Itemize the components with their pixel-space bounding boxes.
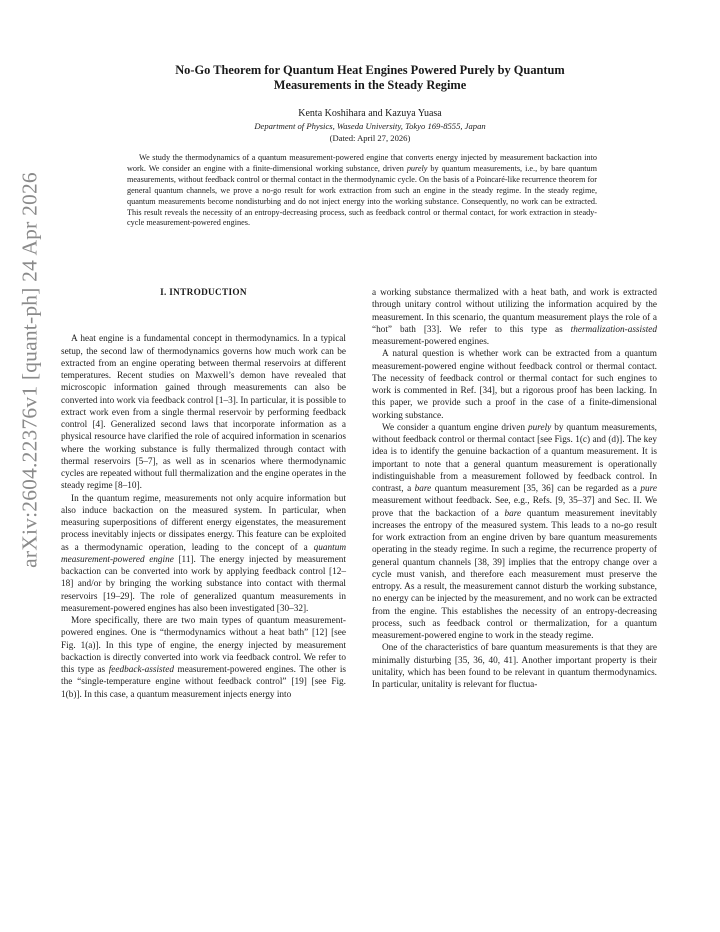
text-run: by quantum measurements, without feedback control or thermal contact [see Figs. 1(c) and (d)]. The key idea is to identify the genuine backaction of a quantum measurement. It is important to note that a general quantum measurement is operationally indistinguishable from a measurement followed by feedback control. In contrast, a <box>372 422 657 494</box>
section-heading: I. INTRODUCTION <box>160 288 247 298</box>
text-run: measurement-powered engines. <box>372 337 490 347</box>
authors: Kenta Koshihara and Kazuya Yuasa <box>298 108 442 119</box>
intro-paragraph-3 <box>61 615 346 701</box>
emphasis: pure <box>640 484 658 494</box>
intro-paragraph-5 <box>372 422 657 643</box>
intro-paragraph-4: A natural question is whether work can be extracted from a quantum measurement-powered engine without feedback control or thermal contact. The necessity of feedback control or thermal contact for such engines to work is commented in Ref. [34], but a rigorous proof has been lacking. In this paper, we provide such a proof in the case of a finite-dimensional working substance. <box>372 349 657 421</box>
text-run: a working substance thermalized with a heat bath, and work is extracted through unitary control without utilizing the information acquired by the measurement. In this scenario, the quantum measurement plays the role of a “hot” bath [33]. We refer to this type as <box>372 288 657 335</box>
abstract <box>127 153 597 229</box>
emphasis: thermalization-assisted <box>570 324 657 335</box>
text-run: quantum measurement [35, 36] can be regarded as a <box>431 484 641 494</box>
text-run: measurement without feedback. See, e.g., Refs. [9, 35–37] and Sec. II. We prove that the backaction of a <box>372 496 657 519</box>
affiliation: Department of Physics, Waseda University, Tokyo 169-8555, Japan <box>254 121 486 131</box>
emphasis: feedback-assisted <box>108 665 174 675</box>
abstract-text-b: by quantum measurements, i.e., by bare quantum measurements, without feedback control or thermal contact in the thermodynamic cycle. On the basis of a Poincaré-like recurrence theorem for general quantum channels, we prove a no-go result for work extraction from such an engine in the steady regime. In the steady regime, quantum measurements become nondisturbing and do not inject energy into the working substance. Consequently, no work can be extracted. This result reveals the necessity of an entropy-decreasing process, such as feedback control or thermal contact, for work extraction in steady-cycle measurement-powered engines. <box>127 163 597 228</box>
text-run: measurement-powered engines. The other is the “single-temperature engine without feedback control” [19] [see Fig. 1(b)]. In this case, a quantum measurement injects energy into <box>61 665 346 700</box>
title-line-2: Measurements in the Steady Regime <box>273 78 467 92</box>
text-run: More specifically, there are two main types of quantum measurement-powered engines. One is “thermodynamics without a heat bath” [12] [see Fig. 1(a)]. In this type of engine, the energy injected by measurement backaction is directly converted into work via feedback control. We refer to this type as <box>61 616 346 675</box>
paper-title <box>90 63 650 93</box>
title-line-1: No-Go Theorem for Quantum Heat Engines Powered Purely by Quantum <box>175 63 565 77</box>
abstract-text-a: We study the thermodynamics of a quantum measurement-powered engine that converts energy injected by measurement backaction into work. We consider an engine with a finite-dimensional working substance, driven <box>127 153 597 173</box>
text-run: [11]. The energy injected by measurement backaction can be converted into work by applying feedback control [12–18] and/or by bringing the working substance into contact with thermal reservoirs [19–29]. The role of generalized quantum measurements in measurement-powered engines has also been investigated [30–32]. <box>61 554 347 614</box>
arxiv-identifier: arXiv:2604.22376v1 [quant-ph] 24 Apr 2026 <box>17 172 42 568</box>
intro-paragraph-1: A heat engine is a fundamental concept in thermodynamics. In a typical setup, the second law of thermodynamics governs how much work can be extracted from an engine operating between thermal reservoirs at different temperatures. Recent studies on Maxwell’s demon have revealed that microscopic information gained through measurements can also be converted into work via feedback control [1–3]. In particular, it is possible to extract work even from a single thermal reservoir by performing feedback control [4]. Generalized second laws that incorporate information as a physical resource have clarified the role of acquired information in scenarios where the working substance is fully thermalized through contact with thermal reservoirs [5–7], as well as in scenarios where thermodynamic cycles are repeated without full thermalization and the engine operates in the steady regime [8–10]. <box>61 334 346 492</box>
emphasis: bare <box>414 484 432 494</box>
emphasis: bare <box>504 508 522 519</box>
left-column <box>61 287 346 701</box>
right-column <box>372 287 657 691</box>
abstract-emphasis: purely <box>406 163 428 173</box>
emphasis: quantum measurement-powered engine <box>61 542 346 565</box>
intro-paragraph-2 <box>61 493 346 616</box>
text-run: quantum measurement inevitably increases the entropy of the measured system. This leads to a no-go result for work extraction from an engine driven by bare quantum measurements operating in the steady regime. In such a regime, the recurrence property of general quantum channels [38, 39] implies that the entropy change over a cycle must vanish, and therefore each measurement must preserve the entropy. As a result, the measurement cannot disturb the working substance, no energy can be injected by the measurement, and no work can be extracted from the engine. This establishes the necessity of an entropy-decreasing process, such as feedback control or thermalization, for a quantum measurement-powered engine to work in the steady regime. <box>372 508 657 641</box>
intro-paragraph-6: One of the characteristics of bare quantum measurements is that they are minimally disturbing [35, 36, 40, 41]. Another important property is their unitality, which has been found to be relevant in quantum thermodynamics. In particular, unitality is relevant for fluctua- <box>372 643 657 690</box>
date-line: (Dated: April 27, 2026) <box>329 133 411 143</box>
text-run: In the quantum regime, measurements not only acquire information but also induce backaction on the measured system. In particular, when measuring superpositions of different energy eigenstates, the measurement process inevitably injects or dissipates energy. This feature can be exploited as a thermodynamic operation, leading to the concept of a <box>61 493 346 553</box>
text-run: We consider a quantum engine driven <box>382 422 528 433</box>
emphasis: purely <box>527 422 552 433</box>
arxiv-stamp <box>12 120 48 620</box>
intro-paragraph-3-cont <box>372 287 657 348</box>
